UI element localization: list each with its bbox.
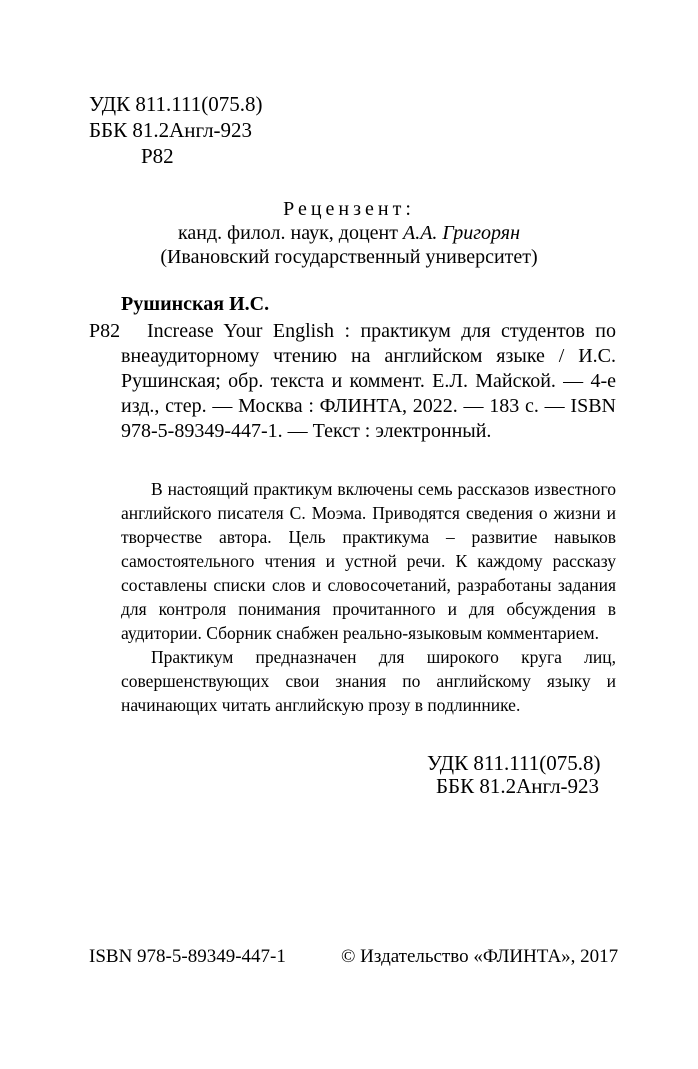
reviewer-heading: Рецензент:: [283, 198, 415, 220]
footer-copyright: © Издательство «ФЛИНТА», 2017: [341, 946, 619, 967]
reviewer-institution: (Ивановский государственный университет): [160, 246, 538, 268]
author-mark: Р82: [141, 144, 174, 168]
reviewer-name: А.А. Григорян: [403, 222, 521, 244]
entry-description-text: Increase Your English : практикум для студентов по внеаудиторному чтению на английском языке / И.С. Рушинская; обр. текста и коммент. Е.Л. Майской. — 4-е изд., стер. — Москва : ФЛИНТА, 2022. — 183 с. — ISBN 978-5-89349-447-1. — Текст : электронный.: [121, 320, 616, 442]
annotation-paragraph-1: В настоящий практикум включены семь рассказов известного английского писателя С. Моэма. Приводятся сведения о жизни и творчестве автора. Цель практикума – развитие навыков самостоятельного чтения и устной речи. К каждому рассказу составлены списки слов и словосочетаний, разработаны задания для контроля понимания прочитанного и для обсуждения в аудитории. Сборник снабжен реально-языковым комментарием.: [121, 479, 616, 643]
classification-bbk: ББК 81.2Англ-923: [436, 774, 600, 798]
udk-code: УДК 811.111(075.8): [89, 92, 263, 116]
classification-udk: УДК 811.111(075.8): [427, 751, 601, 775]
footer-isbn: ISBN 978-5-89349-447-1: [89, 946, 286, 967]
annotation: [121, 477, 616, 717]
reviewer-credentials: [80, 220, 618, 246]
entry-author: Рушинская И.С.: [121, 293, 270, 315]
bbk-code: ББК 81.2Англ-923: [89, 118, 253, 142]
reviewer-title: канд. филол. наук, доцент: [177, 222, 398, 244]
entry-description: [121, 319, 616, 444]
entry-mark: Р82: [89, 320, 121, 342]
annotation-paragraph-2: Практикум предназначен для широкого круга лиц, совершенствующих свои знания по английскому языку и начинающих читать английскую прозу в подлиннике.: [121, 647, 616, 715]
